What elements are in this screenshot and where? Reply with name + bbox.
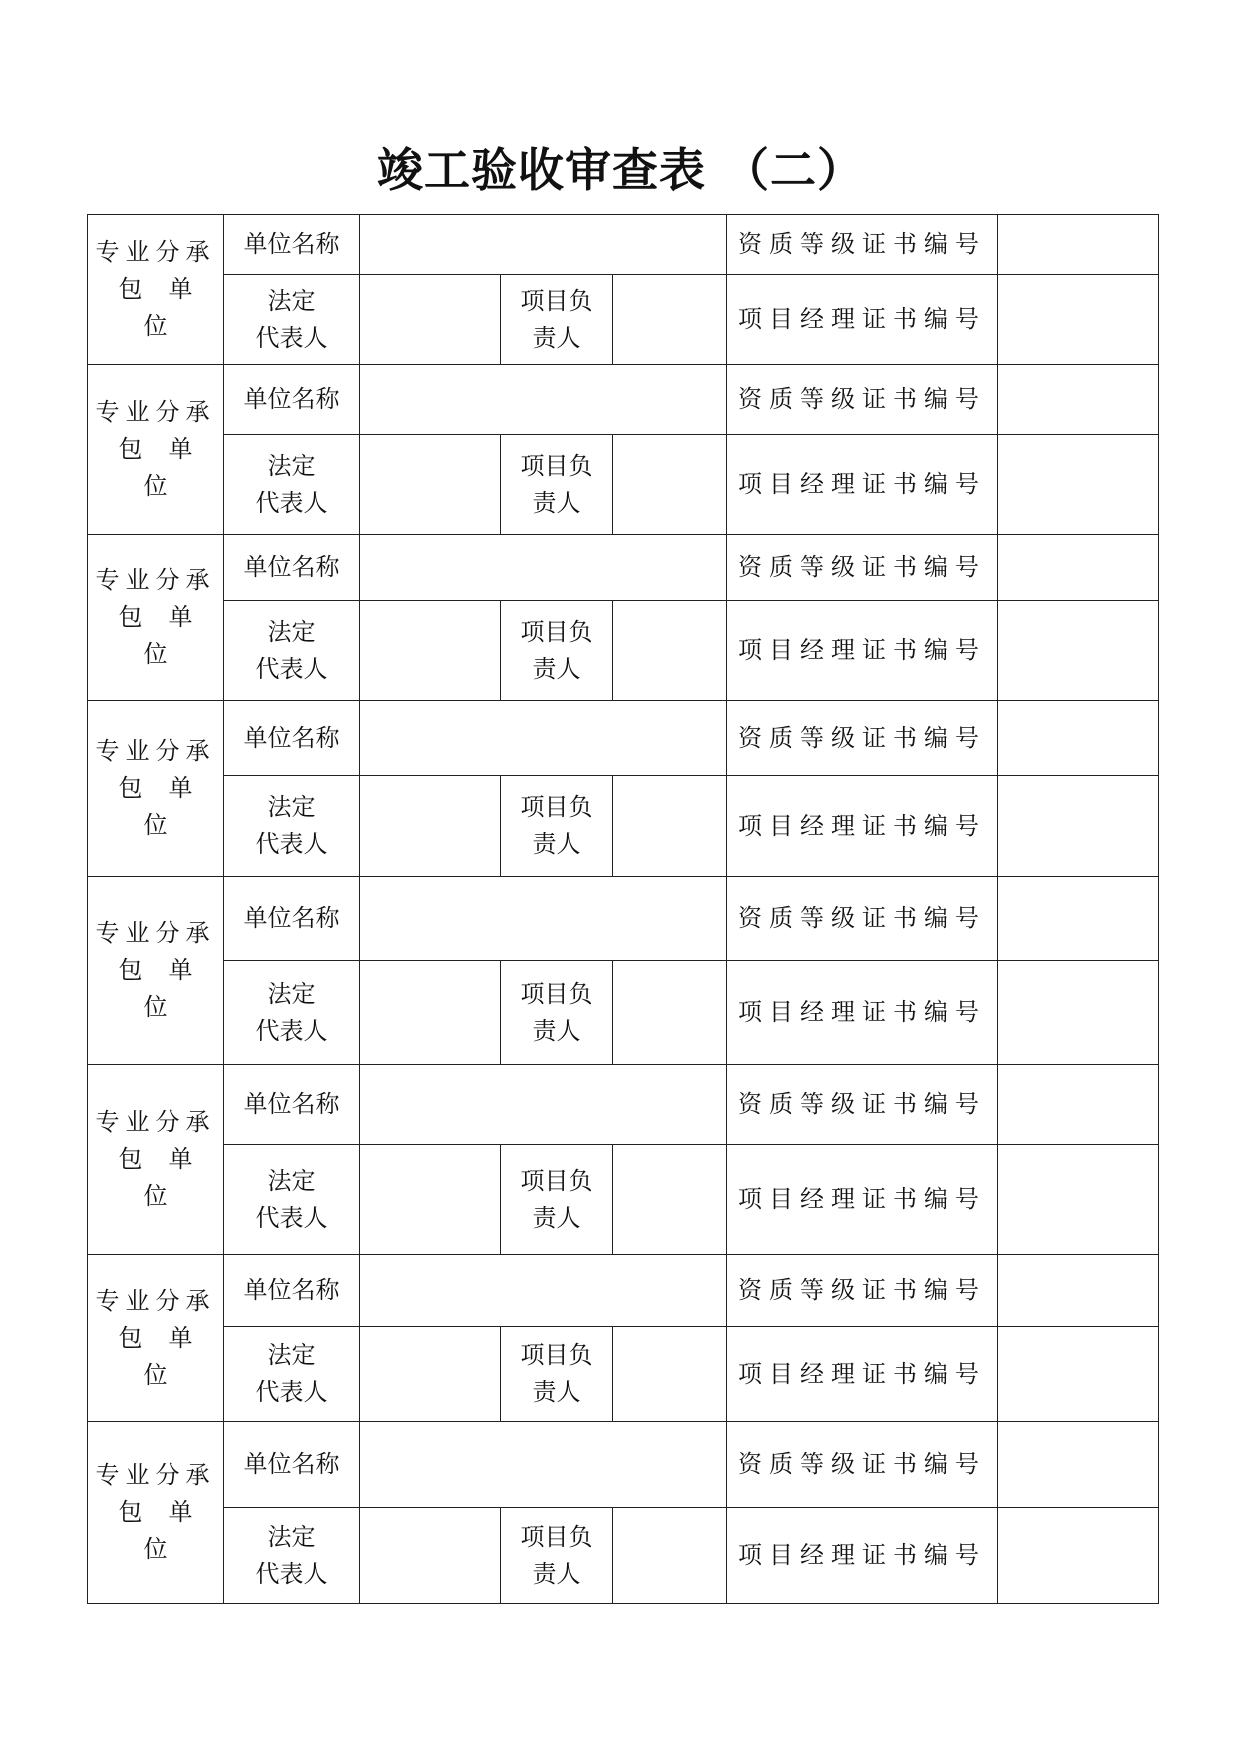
project-lead-label-line1: 项目负 (520, 1166, 593, 1195)
org-label-line2: 包单位 (118, 774, 219, 839)
legal-rep-field[interactable] (360, 1327, 501, 1422)
project-lead-field[interactable] (613, 275, 727, 365)
legal-rep-label (224, 1327, 360, 1422)
pm-cert-label: 项目经理证书编号 (727, 601, 998, 701)
legal-rep-label (224, 961, 360, 1065)
project-lead-field[interactable] (613, 1327, 727, 1422)
legal-rep-label-line2: 代表人 (255, 830, 328, 858)
org-label-cell (88, 365, 224, 535)
qualification-cert-field[interactable] (998, 535, 1159, 601)
project-lead-label (501, 601, 613, 701)
unit-name-label: 单位名称 (224, 535, 360, 601)
qualification-cert-label: 资质等级证书编号 (727, 365, 998, 435)
org-label-line2: 包单位 (118, 1498, 219, 1563)
legal-rep-label (224, 275, 360, 365)
legal-rep-label (224, 601, 360, 701)
pm-cert-label: 项目经理证书编号 (727, 1145, 998, 1255)
org-label-cell (88, 535, 224, 701)
legal-rep-label-line1: 法定 (267, 1341, 316, 1369)
pm-cert-field[interactable] (998, 601, 1159, 701)
project-lead-label-line2: 责人 (532, 488, 581, 517)
block-row-bottom (88, 961, 1159, 1065)
block-row-top (88, 535, 1159, 601)
project-lead-label (501, 776, 613, 877)
legal-rep-field[interactable] (360, 275, 501, 365)
org-label-cell (88, 1065, 224, 1255)
qualification-cert-label: 资质等级证书编号 (727, 1422, 998, 1508)
legal-rep-label-line1: 法定 (267, 617, 316, 646)
unit-name-field[interactable] (360, 365, 727, 435)
org-label-cell (88, 1422, 224, 1604)
project-lead-label-line1: 项目负 (520, 1341, 593, 1369)
block-row-bottom (88, 275, 1159, 365)
project-lead-label-line2: 责人 (532, 830, 581, 858)
project-lead-field[interactable] (613, 776, 727, 877)
project-lead-label (501, 435, 613, 535)
org-label-line2: 包单位 (118, 603, 219, 668)
unit-name-label: 单位名称 (224, 1065, 360, 1145)
pm-cert-label: 项目经理证书编号 (727, 776, 998, 877)
legal-rep-label (224, 435, 360, 535)
project-lead-label-line2: 责人 (532, 1016, 581, 1045)
unit-name-label: 单位名称 (224, 701, 360, 776)
org-label-line1: 专业分承 (95, 737, 216, 765)
legal-rep-label-line1: 法定 (267, 286, 316, 315)
org-label-line1: 专业分承 (95, 566, 216, 594)
block-row-bottom (88, 601, 1159, 701)
legal-rep-label (224, 1508, 360, 1604)
unit-name-field[interactable] (360, 535, 727, 601)
pm-cert-field[interactable] (998, 776, 1159, 877)
page-title: 竣工验收审查表 （二） (376, 143, 864, 197)
unit-name-label: 单位名称 (224, 877, 360, 961)
pm-cert-field[interactable] (998, 275, 1159, 365)
legal-rep-label-line2: 代表人 (255, 654, 328, 683)
unit-name-field[interactable] (360, 1065, 727, 1145)
unit-name-field[interactable] (360, 701, 727, 776)
org-label-cell (88, 877, 224, 1065)
org-label-cell (88, 701, 224, 877)
qualification-cert-label: 资质等级证书编号 (727, 215, 998, 275)
project-lead-field[interactable] (613, 1508, 727, 1604)
block-row-top (88, 1065, 1159, 1145)
org-label-line2: 包单位 (118, 275, 219, 340)
qualification-cert-field[interactable] (998, 701, 1159, 776)
legal-rep-label-line2: 代表人 (255, 1378, 328, 1406)
project-lead-label-line2: 责人 (532, 654, 581, 683)
org-label-line2: 包单位 (118, 956, 219, 1021)
block-row-bottom (88, 435, 1159, 535)
unit-name-field[interactable] (360, 1255, 727, 1327)
legal-rep-field[interactable] (360, 961, 501, 1065)
block-row-top (88, 1255, 1159, 1327)
qualification-cert-label: 资质等级证书编号 (727, 877, 998, 961)
project-lead-label (501, 1508, 613, 1604)
unit-name-label: 单位名称 (224, 1422, 360, 1508)
project-lead-field[interactable] (613, 435, 727, 535)
qualification-cert-field[interactable] (998, 1422, 1159, 1508)
block-row-bottom (88, 1508, 1159, 1604)
block-row-top (88, 365, 1159, 435)
org-label-line2: 包单位 (118, 1145, 219, 1210)
legal-rep-field[interactable] (360, 601, 501, 701)
org-label-cell (88, 215, 224, 365)
unit-name-field[interactable] (360, 215, 727, 275)
legal-rep-label-line1: 法定 (267, 451, 316, 480)
qualification-cert-label: 资质等级证书编号 (727, 535, 998, 601)
unit-name-field[interactable] (360, 1422, 727, 1508)
legal-rep-label-line2: 代表人 (255, 1016, 328, 1045)
pm-cert-field[interactable] (998, 1145, 1159, 1255)
legal-rep-field[interactable] (360, 776, 501, 877)
project-lead-label-line1: 项目负 (520, 286, 593, 315)
pm-cert-label: 项目经理证书编号 (727, 961, 998, 1065)
pm-cert-field[interactable] (998, 1327, 1159, 1422)
pm-cert-label: 项目经理证书编号 (727, 1327, 998, 1422)
unit-name-field[interactable] (360, 877, 727, 961)
org-label-line1: 专业分承 (95, 1461, 216, 1489)
pm-cert-label: 项目经理证书编号 (727, 1508, 998, 1604)
project-lead-label (501, 1145, 613, 1255)
project-lead-field[interactable] (613, 961, 727, 1065)
block-row-bottom (88, 1145, 1159, 1255)
project-lead-label (501, 961, 613, 1065)
project-lead-label (501, 1327, 613, 1422)
block-row-top (88, 1422, 1159, 1508)
unit-name-label: 单位名称 (224, 1255, 360, 1327)
project-lead-label-line1: 项目负 (520, 979, 593, 1008)
org-label-line1: 专业分承 (95, 398, 216, 426)
block-row-bottom (88, 1327, 1159, 1422)
project-lead-field[interactable] (613, 601, 727, 701)
qualification-cert-field[interactable] (998, 1255, 1159, 1327)
project-lead-label-line1: 项目负 (520, 793, 593, 821)
qualification-cert-field[interactable] (998, 877, 1159, 961)
project-lead-label-line1: 项目负 (520, 617, 593, 646)
qualification-cert-label: 资质等级证书编号 (727, 1065, 998, 1145)
qualification-cert-field[interactable] (998, 1065, 1159, 1145)
legal-rep-label (224, 1145, 360, 1255)
pm-cert-label: 项目经理证书编号 (727, 435, 998, 535)
project-lead-label-line2: 责人 (532, 1559, 581, 1588)
review-form-table (87, 214, 1159, 1604)
qualification-cert-field[interactable] (998, 215, 1159, 275)
block-row-top (88, 701, 1159, 776)
org-label-line2: 包单位 (118, 435, 219, 500)
org-label-line1: 专业分承 (95, 1286, 216, 1315)
legal-rep-label-line2: 代表人 (255, 1203, 328, 1232)
legal-rep-field[interactable] (360, 435, 501, 535)
legal-rep-field[interactable] (360, 1145, 501, 1255)
org-label-line2: 包单位 (118, 1323, 219, 1389)
org-label-cell (88, 1255, 224, 1422)
unit-name-label: 单位名称 (224, 365, 360, 435)
legal-rep-label-line2: 代表人 (255, 1559, 328, 1588)
project-lead-label-line2: 责人 (532, 1378, 581, 1406)
legal-rep-label-line1: 法定 (267, 793, 316, 821)
legal-rep-label-line1: 法定 (267, 979, 316, 1008)
block-row-top (88, 215, 1159, 275)
project-lead-label-line2: 责人 (532, 323, 581, 352)
legal-rep-label-line1: 法定 (267, 1166, 316, 1195)
qualification-cert-label: 资质等级证书编号 (727, 1255, 998, 1327)
project-lead-label (501, 275, 613, 365)
qualification-cert-field[interactable] (998, 365, 1159, 435)
legal-rep-label-line1: 法定 (267, 1522, 316, 1551)
pm-cert-field[interactable] (998, 435, 1159, 535)
legal-rep-label-line2: 代表人 (255, 323, 328, 352)
pm-cert-field[interactable] (998, 1508, 1159, 1604)
project-lead-label-line2: 责人 (532, 1203, 581, 1232)
org-label-line1: 专业分承 (95, 238, 216, 266)
org-label-line1: 专业分承 (95, 919, 216, 947)
legal-rep-label-line2: 代表人 (255, 488, 328, 517)
pm-cert-label: 项目经理证书编号 (727, 275, 998, 365)
project-lead-label-line1: 项目负 (520, 451, 593, 480)
legal-rep-field[interactable] (360, 1508, 501, 1604)
project-lead-label-line1: 项目负 (520, 1522, 593, 1551)
org-label-line1: 专业分承 (95, 1108, 216, 1136)
qualification-cert-label: 资质等级证书编号 (727, 701, 998, 776)
unit-name-label: 单位名称 (224, 215, 360, 275)
legal-rep-label (224, 776, 360, 877)
block-row-top (88, 877, 1159, 961)
project-lead-field[interactable] (613, 1145, 727, 1255)
pm-cert-field[interactable] (998, 961, 1159, 1065)
block-row-bottom (88, 776, 1159, 877)
